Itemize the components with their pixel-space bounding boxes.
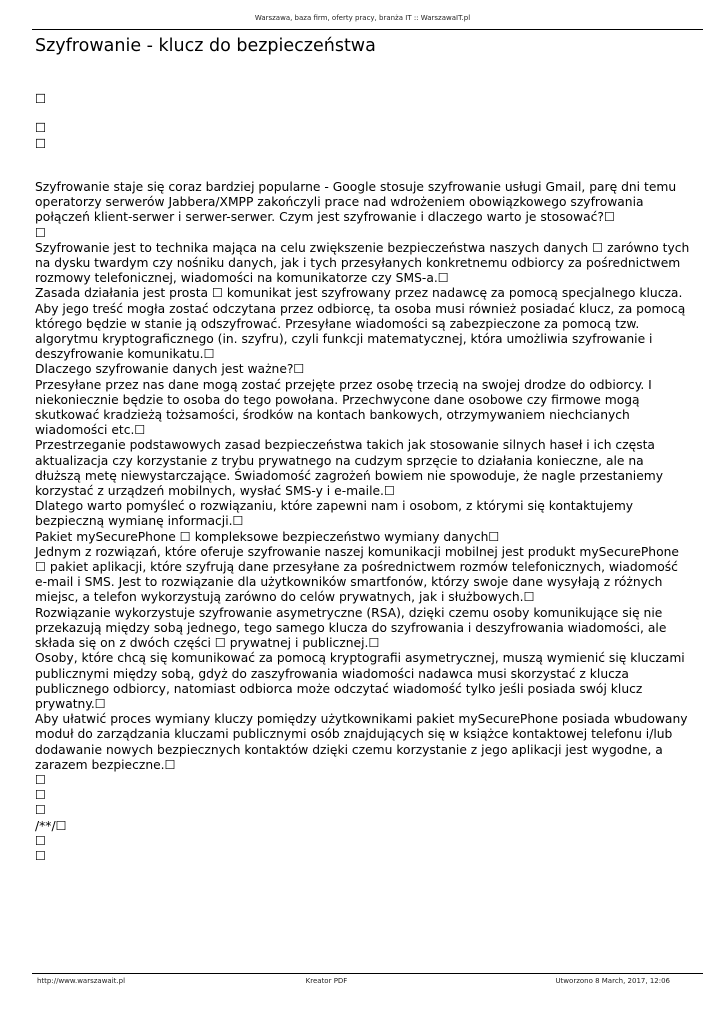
footer-created-date: Utworzono 8 March, 2017, 12:06 bbox=[555, 977, 670, 985]
paragraph: Przesyłane przez nas dane mogą zostać przejęte przez osobę trzecią na swojej drodze do odbiorcy. I niekoniecznie będzie to osoba do tego powołana. Przechwycone dane osobowe czy firmowe mogą skutkować kradzieżą tożsamości, środków na kontach bankowych, otrzymywaniem niechcianych wiadomości etc.☐ bbox=[35, 377, 652, 438]
header-rule bbox=[32, 29, 703, 30]
paragraph: Jednym z rozwiązań, które oferuje szyfrowanie naszej komunikacji mobilnej jest produkt mySecurePhone ☐ pakiet aplikacji, które szyfrują dane przesyłane za pośrednictwem rozmów telefonicznych, wiadomość e-mail i SMS. Jest to rozwiązanie dla użytkowników smartfonów, którzy swoje dane wysyłają z różnych miejsc, a telefon wykorzystują zarówno do celów prywatnych, jak i służbowych.☐ bbox=[35, 544, 679, 605]
checkbox-glyph: ☐ bbox=[35, 120, 47, 135]
checkbox-glyph: ☐ bbox=[35, 136, 47, 151]
page-title: Szyfrowanie - klucz do bezpieczeństwa bbox=[35, 36, 376, 56]
paragraph: Przestrzeganie podstawowych zasad bezpieczeństwa takich jak stosowanie silnych haseł i ich częsta aktualizacja czy korzystanie z trybu prywatnego na cudzym sprzęcie to działania konieczne, ale na dłuższą metę niewystarczające. Świadomość zagrożeń bowiem nie spowoduje, że nagle przestaniemy korzystać z urządzeń mobilnych, wysłać SMS-y i e-maile.☐ bbox=[35, 438, 664, 499]
paragraph: Rozwiązanie wykorzystuje szyfrowanie asymetryczne (RSA), dzięki czemu osoby komunikujące się nie przekazują między sobą jednego, tego samego klucza do szyfrowania i deszyfrowania wiadomości, ale składa się on z dwóch części ☐ prywatnej i publicznej.☐ bbox=[35, 605, 667, 651]
footer-generator: Kreator PDF bbox=[305, 977, 348, 985]
section-heading: Pakiet mySecurePhone ☐ kompleksowe bezpieczeństwo wymiany danych☐ bbox=[35, 529, 500, 544]
paragraph: Osoby, które chcą się komunikować za pomocą kryptografii asymetrycznej, muszą wymienić się kluczami publicznymi między sobą, gdyż do zaszyfrowania wiadomości nadawca musi skorzystać z klucza publicznego odbiorcy, natomiast odbiorca może odczytać wiadomość tylko jeśli posiada swój klucz prywatny.☐ bbox=[35, 651, 685, 711]
paragraph: Aby ułatwić proces wymiany kluczy pomiędzy użytkownikami pakiet mySecurePhone posiada wbudowany moduł do zarządzania kluczami publicznymi osób znajdujących się w książce kontaktowej telefonu i/lub dodawanie nowych bezpiecznych kontaktów dzięki czemu korzystanie z jego aplikacji jest wygodne, a zarazem bezpieczne.☐ bbox=[35, 712, 688, 772]
paragraph: Szyfrowanie jest to technika mająca na celu zwiększenie bezpieczeństwa naszych danych ☐ zarówno tych na dysku twardym czy nośniku danych, jak i tych przesyłanych konkretnemu odbiorcy za pośrednictwem rozmowy telefonicznej, wiadomości na komunikatorze czy SMS-a.☐ bbox=[35, 240, 690, 286]
footer-url-link[interactable]: http://www.warszawait.pl bbox=[37, 977, 126, 985]
trailing-glyphs: ☐ ☐ ☐ /**/☐ ☐ ☐ bbox=[35, 772, 67, 863]
paragraph: Dlatego warto pomyśleć o rozwiązaniu, które zapewni nam i osobom, z którymi się kontaktujemy bezpieczną wymianę informacji.☐ bbox=[35, 499, 634, 529]
checkbox-glyph: ☐ bbox=[35, 91, 47, 106]
footer-rule bbox=[32, 973, 703, 974]
article-body bbox=[35, 180, 695, 864]
section-heading: Dlaczego szyfrowanie danych jest ważne?☐ bbox=[35, 362, 305, 377]
paragraph: Szyfrowanie staje się coraz bardziej popularne - Google stosuje szyfrowanie usługi Gmail, parę dni temu operatorzy serwerów Jabbera/XMPP zakończyli prace nad wdrożeniem obowiązkowego szyfrowania połączeń klient-serwer i serwer-serwer. Czym jest szyfrowanie i dlaczego warto je stosować?☐ ☐ bbox=[35, 180, 677, 240]
page-header: Warszawa, baza firm, oferty pracy, branża IT :: WarszawaIT.pl bbox=[254, 14, 471, 22]
paragraph: Zasada działania jest prosta ☐ komunikat jest szyfrowany przez nadawcę za pomocą specjalnego klucza. Aby jego treść mogła zostać odczytana przez odbiorcę, ta osoba musi również posiadać klucz, za pomocą którego będzie w stanie ją odszyfrować. Przesyłane wiadomości są zabezpieczone za pomocą tzw. algorytmu kryptograficznego (in. szyfru), czyli funkcji matematycznej, która umożliwia szyfrowanie i deszyfrowanie komunikatu.☐ bbox=[35, 286, 686, 362]
